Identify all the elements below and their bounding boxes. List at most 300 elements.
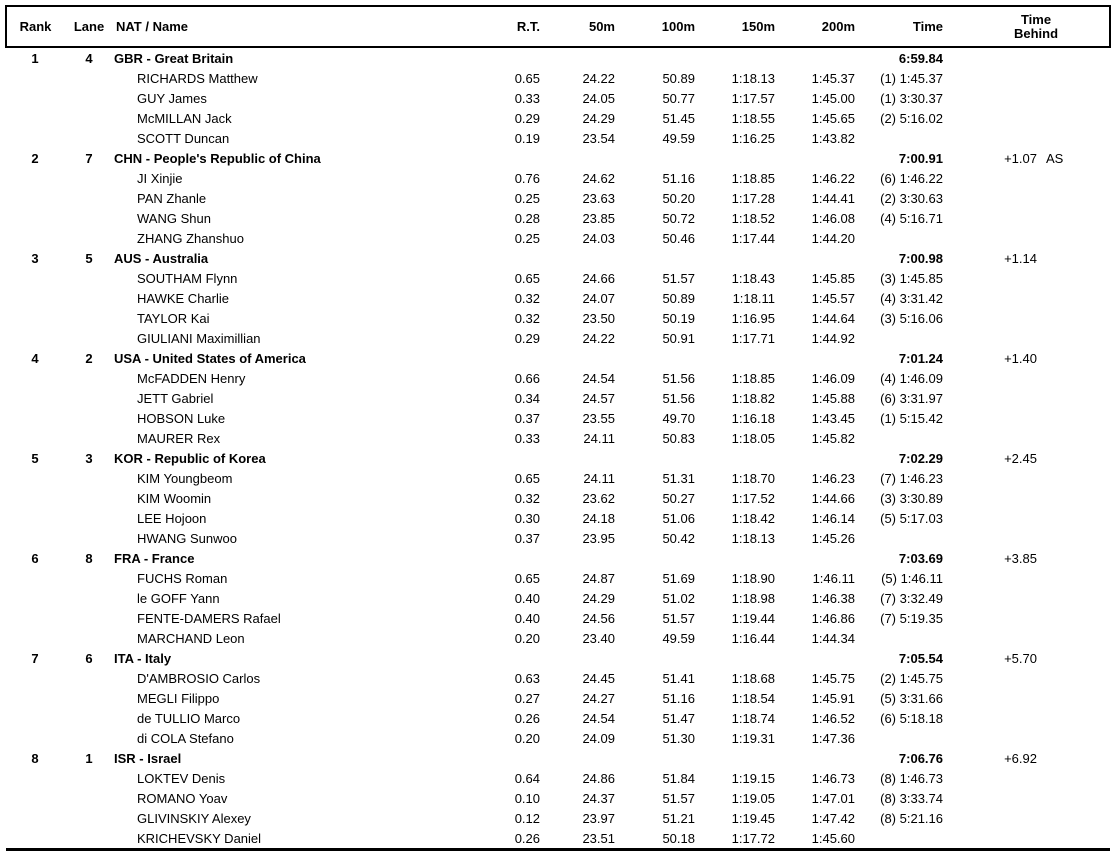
results-table (5, 5, 1111, 851)
time-behind-value: +5.70 (1004, 650, 1037, 666)
swimmer-cumulative-split: (4) 3:31.42 (880, 290, 943, 306)
swimmer-100m: 51.41 (662, 670, 695, 686)
swimmer-reaction-time: 0.32 (514, 490, 540, 506)
swimmer-100m: 51.56 (662, 370, 695, 386)
team-rt-blank (464, 47, 540, 68)
team-50m-blank (540, 348, 615, 368)
swimmer-100m: 50.20 (662, 190, 695, 206)
swimmer-50m: 23.85 (582, 210, 615, 226)
swimmer-name: MEGLI Filippo (137, 690, 220, 706)
swimmer-reaction-time: 0.66 (514, 370, 540, 386)
swimmer-behind-blank (943, 268, 1110, 288)
team-row (6, 648, 1110, 668)
team-50m-blank (540, 47, 615, 68)
team-rt-blank (464, 348, 540, 368)
team-200m-blank (775, 548, 855, 568)
swimmer-50m: 23.40 (582, 630, 615, 646)
swimmer-name: McMILLAN Jack (137, 110, 232, 126)
time-behind-cell (943, 348, 1110, 368)
swimmer-cumulative-split (855, 528, 943, 548)
team-name: USA - United States of America (114, 350, 306, 366)
swimmer-rank-blank (6, 208, 64, 228)
swimmer-cumulative-split: (7) 1:46.23 (880, 470, 943, 486)
swimmer-150m: 1:16.18 (731, 410, 775, 426)
team-total-time: 7:06.76 (898, 750, 943, 766)
swimmer-150m: 1:17.44 (731, 230, 775, 246)
team-lane: 1 (85, 750, 93, 766)
swimmer-150m: 1:18.52 (731, 210, 775, 226)
swimmer-200m: 1:45.85 (811, 270, 855, 286)
swimmer-rank-blank (6, 788, 64, 808)
team-50m-blank (540, 648, 615, 668)
team-200m-blank (775, 47, 855, 68)
swimmer-lane-blank (64, 828, 114, 850)
swimmer-cumulative-split: (3) 3:30.89 (880, 490, 943, 506)
swimmer-row (6, 568, 1110, 588)
swimmer-50m: 23.54 (582, 130, 615, 146)
team-150m-blank (695, 148, 775, 168)
swimmer-cumulative-split: (1) 5:15.42 (880, 410, 943, 426)
swimmer-name: ROMANO Yoav (137, 790, 228, 806)
swimmer-reaction-time: 0.33 (514, 430, 540, 446)
swimmer-50m: 24.86 (582, 770, 615, 786)
swimmer-behind-blank (943, 228, 1110, 248)
swimmer-200m: 1:46.11 (812, 570, 855, 586)
team-name: GBR - Great Britain (114, 50, 234, 66)
team-name: CHN - People's Republic of China (114, 150, 321, 166)
swimmer-200m: 1:46.14 (811, 510, 855, 526)
swimmer-reaction-time: 0.37 (514, 530, 540, 546)
swimmer-rank-blank (6, 828, 64, 850)
swimmer-150m: 1:18.90 (731, 570, 775, 586)
swimmer-100m: 51.57 (662, 270, 695, 286)
swimmer-cumulative-split (855, 228, 943, 248)
swimmer-name: SCOTT Duncan (137, 130, 230, 146)
team-50m-blank (540, 548, 615, 568)
swimmer-name: WANG Shun (137, 210, 211, 226)
swimmer-50m: 24.29 (582, 110, 615, 126)
swimmer-rank-blank (6, 728, 64, 748)
swimmer-row (6, 368, 1110, 388)
swimmer-name: TAYLOR Kai (137, 310, 210, 326)
swimmer-row (6, 68, 1110, 88)
swimmer-lane-blank (64, 708, 114, 728)
swimmer-rank-blank (6, 108, 64, 128)
header-100m: 100m (661, 19, 695, 34)
swimmer-100m: 50.42 (662, 530, 695, 546)
swimmer-100m: 51.30 (662, 730, 695, 746)
swimmer-50m: 24.11 (583, 470, 615, 486)
swimmer-200m: 1:47.01 (811, 790, 855, 806)
team-rt-blank (464, 248, 540, 268)
swimmer-lane-blank (64, 768, 114, 788)
swimmer-row (6, 208, 1110, 228)
swimmer-reaction-time: 0.10 (514, 790, 540, 806)
swimmer-behind-blank (943, 508, 1110, 528)
swimmer-lane-blank (64, 388, 114, 408)
swimmer-cumulative-split: (3) 1:45.85 (880, 270, 943, 286)
swimmer-150m: 1:18.98 (731, 590, 775, 606)
swimmer-100m: 50.46 (662, 230, 695, 246)
time-behind-value: +6.92 (1004, 750, 1037, 766)
swimmer-behind-blank (943, 788, 1110, 808)
swimmer-150m: 1:18.11 (732, 290, 775, 306)
team-200m-blank (775, 448, 855, 468)
swimmer-cumulative-split (855, 328, 943, 348)
swimmer-150m: 1:18.54 (731, 690, 775, 706)
swimmer-name: FUCHS Roman (137, 570, 228, 586)
swimmer-150m: 1:19.44 (731, 610, 775, 626)
swimmer-behind-blank (943, 608, 1110, 628)
swimmer-lane-blank (64, 228, 114, 248)
swimmer-200m: 1:45.37 (811, 70, 855, 86)
swimmer-lane-blank (64, 408, 114, 428)
swimmer-100m: 51.47 (662, 710, 695, 726)
team-row (6, 748, 1110, 768)
swimmer-rank-blank (6, 408, 64, 428)
swimmer-cumulative-split (855, 828, 943, 850)
swimmer-name: GLIVINSKIY Alexey (137, 810, 251, 826)
swimmer-lane-blank (64, 268, 114, 288)
time-behind-cell (943, 148, 1110, 168)
swimmer-150m: 1:16.25 (731, 130, 775, 146)
swimmer-behind-blank (943, 688, 1110, 708)
swimmer-lane-blank (64, 508, 114, 528)
swimmer-150m: 1:19.05 (731, 790, 775, 806)
swimmer-row (6, 128, 1110, 148)
swimmer-200m: 1:44.92 (811, 330, 855, 346)
swimmer-rank-blank (6, 768, 64, 788)
swimmer-row (6, 288, 1110, 308)
swimmer-50m: 24.29 (582, 590, 615, 606)
swimmer-row (6, 388, 1110, 408)
swimmer-row (6, 688, 1110, 708)
swimmer-cumulative-split (855, 628, 943, 648)
swimmer-200m: 1:44.34 (811, 630, 855, 646)
swimmer-100m: 50.18 (662, 830, 695, 846)
swimmer-150m: 1:17.57 (731, 90, 775, 106)
swimmer-rank-blank (6, 688, 64, 708)
swimmer-cumulative-split: (4) 1:46.09 (880, 370, 943, 386)
swimmer-rank-blank (6, 288, 64, 308)
swimmer-behind-blank (943, 308, 1110, 328)
team-total-time: 7:00.98 (898, 250, 943, 266)
swimmer-rank-blank (6, 268, 64, 288)
swimmer-rank-blank (6, 428, 64, 448)
swimmer-row (6, 768, 1110, 788)
swimmer-reaction-time: 0.65 (514, 270, 540, 286)
swimmer-rank-blank (6, 808, 64, 828)
swimmer-rank-blank (6, 628, 64, 648)
swimmer-lane-blank (64, 468, 114, 488)
swimmer-reaction-time: 0.25 (514, 190, 540, 206)
swimmer-50m: 24.57 (582, 390, 615, 406)
swimmer-150m: 1:19.45 (731, 810, 775, 826)
swimmer-lane-blank (64, 128, 114, 148)
swimmer-cumulative-split (855, 728, 943, 748)
team-lane: 7 (85, 150, 93, 166)
team-100m-blank (615, 47, 695, 68)
header-time-behind (943, 6, 1110, 47)
team-200m-blank (775, 248, 855, 268)
swimmer-row (6, 708, 1110, 728)
team-rank: 3 (31, 250, 39, 266)
team-100m-blank (615, 148, 695, 168)
time-behind-value: +1.07 (1004, 150, 1037, 166)
swimmer-100m: 50.27 (662, 490, 695, 506)
swimmer-reaction-time: 0.32 (514, 310, 540, 326)
team-lane: 2 (85, 350, 93, 366)
swimmer-rank-blank (6, 128, 64, 148)
swimmer-rank-blank (6, 708, 64, 728)
swimmer-50m: 24.62 (582, 170, 615, 186)
swimmer-row (6, 668, 1110, 688)
swimmer-name: JETT Gabriel (137, 390, 214, 406)
swimmer-name: KRICHEVSKY Daniel (137, 830, 262, 846)
swimmer-reaction-time: 0.34 (514, 390, 540, 406)
time-behind-value: +3.85 (1004, 550, 1037, 566)
swimmer-row (6, 88, 1110, 108)
swimmer-reaction-time: 0.19 (514, 130, 540, 146)
time-behind-cell (943, 448, 1110, 468)
swimmer-cumulative-split: (6) 1:46.22 (880, 170, 943, 186)
swimmer-150m: 1:19.15 (731, 770, 775, 786)
swimmer-row (6, 728, 1110, 748)
swimmer-150m: 1:18.82 (731, 390, 775, 406)
swimmer-lane-blank (64, 68, 114, 88)
swimmer-rank-blank (6, 388, 64, 408)
swimmer-lane-blank (64, 588, 114, 608)
swimmer-200m: 1:44.20 (811, 230, 855, 246)
swimmer-behind-blank (943, 408, 1110, 428)
swimmer-100m: 50.89 (662, 70, 695, 86)
swimmer-behind-blank (943, 588, 1110, 608)
swimmer-50m: 23.62 (582, 490, 615, 506)
swimmer-reaction-time: 0.26 (514, 710, 540, 726)
swimmer-row (6, 108, 1110, 128)
swimmer-cumulative-split: (8) 1:46.73 (880, 770, 943, 786)
swimmer-200m: 1:46.22 (811, 170, 855, 186)
swimmer-rank-blank (6, 88, 64, 108)
swimmer-rank-blank (6, 488, 64, 508)
time-behind-value: +2.45 (1004, 450, 1037, 466)
swimmer-150m: 1:18.05 (731, 430, 775, 446)
swimmer-lane-blank (64, 628, 114, 648)
header-200m: 200m (821, 19, 855, 34)
swimmer-lane-blank (64, 88, 114, 108)
swimmer-50m: 24.18 (582, 510, 615, 526)
swimmer-200m: 1:43.45 (811, 410, 855, 426)
swimmer-behind-blank (943, 728, 1110, 748)
swimmer-reaction-time: 0.29 (514, 110, 540, 126)
swimmer-100m: 51.57 (662, 610, 695, 626)
swimmer-behind-blank (943, 528, 1110, 548)
swimmer-lane-blank (64, 668, 114, 688)
swimmer-name: GIULIANI Maximillian (137, 330, 261, 346)
team-total-time: 7:00.91 (898, 150, 943, 166)
swimmer-rank-blank (6, 68, 64, 88)
swimmer-lane-blank (64, 288, 114, 308)
swimmer-rank-blank (6, 568, 64, 588)
swimmer-200m: 1:45.00 (811, 90, 855, 106)
swimmer-row (6, 228, 1110, 248)
swimmer-behind-blank (943, 88, 1110, 108)
swimmer-200m: 1:45.60 (811, 830, 855, 846)
swimmer-behind-blank (943, 288, 1110, 308)
swimmer-150m: 1:17.28 (731, 190, 775, 206)
team-100m-blank (615, 248, 695, 268)
swimmer-50m: 24.56 (582, 610, 615, 626)
swimmer-behind-blank (943, 128, 1110, 148)
table-header (6, 6, 1110, 47)
swimmer-name: de TULLIO Marco (137, 710, 241, 726)
swimmer-lane-blank (64, 328, 114, 348)
swimmer-lane-blank (64, 108, 114, 128)
swimmer-150m: 1:18.43 (731, 270, 775, 286)
results-body (6, 47, 1110, 850)
swimmer-behind-blank (943, 488, 1110, 508)
swimmer-200m: 1:46.09 (811, 370, 855, 386)
swimmer-lane-blank (64, 208, 114, 228)
swimmer-200m: 1:44.41 (811, 190, 855, 206)
swimmer-name: HAWKE Charlie (137, 290, 229, 306)
team-rank: 4 (31, 350, 39, 366)
swimmer-behind-blank (943, 708, 1110, 728)
swimmer-200m: 1:45.26 (811, 530, 855, 546)
swimmer-row (6, 628, 1110, 648)
swimmer-rank-blank (6, 368, 64, 388)
swimmer-reaction-time: 0.65 (514, 470, 540, 486)
swimmer-100m: 50.89 (662, 290, 695, 306)
swimmer-200m: 1:44.64 (811, 310, 855, 326)
swimmer-cumulative-split: (5) 5:17.03 (880, 510, 943, 526)
swimmer-lane-blank (64, 368, 114, 388)
swimmer-150m: 1:18.13 (731, 530, 775, 546)
team-lane: 6 (85, 650, 93, 666)
swimmer-reaction-time: 0.65 (514, 70, 540, 86)
team-total-time: 7:05.54 (898, 650, 943, 666)
swimmer-cumulative-split: (8) 5:21.16 (880, 810, 943, 826)
swimmer-reaction-time: 0.32 (514, 290, 540, 306)
swimmer-200m: 1:46.08 (811, 210, 855, 226)
team-150m-blank (695, 47, 775, 68)
swimmer-behind-blank (943, 108, 1110, 128)
swimmer-rank-blank (6, 608, 64, 628)
time-behind-value: +1.40 (1004, 350, 1037, 366)
swimmer-reaction-time: 0.20 (514, 630, 540, 646)
swimmer-lane-blank (64, 688, 114, 708)
swimmer-name: FENTE-DAMERS Rafael (137, 610, 281, 626)
swimmer-reaction-time: 0.12 (514, 810, 540, 826)
swimmer-150m: 1:18.68 (731, 670, 775, 686)
team-rank: 2 (31, 150, 39, 166)
swimmer-name: MARCHAND Leon (137, 630, 245, 646)
swimmer-name: JI Xinjie (137, 170, 183, 186)
swimmer-cumulative-split: (7) 3:32.49 (880, 590, 943, 606)
team-lane: 3 (85, 450, 93, 466)
swimmer-cumulative-split: (1) 1:45.37 (880, 70, 943, 86)
swimmer-cumulative-split: (6) 3:31.97 (880, 390, 943, 406)
swimmer-row (6, 788, 1110, 808)
swimmer-row (6, 588, 1110, 608)
swimmer-lane-blank (64, 168, 114, 188)
team-200m-blank (775, 148, 855, 168)
team-150m-blank (695, 448, 775, 468)
time-behind-cell (943, 248, 1110, 268)
swimmer-50m: 24.45 (582, 670, 615, 686)
swimmer-behind-blank (943, 368, 1110, 388)
swimmer-50m: 23.63 (582, 190, 615, 206)
team-name: KOR - Republic of Korea (114, 450, 266, 466)
swimmer-rank-blank (6, 188, 64, 208)
swimmer-100m: 51.06 (662, 510, 695, 526)
swimmer-50m: 24.37 (582, 790, 615, 806)
team-lane: 8 (85, 550, 93, 566)
swimmer-150m: 1:18.74 (731, 710, 775, 726)
swimmer-50m: 24.11 (583, 430, 615, 446)
team-lane: 4 (85, 50, 93, 66)
swimmer-name: HOBSON Luke (137, 410, 226, 426)
swimmer-50m: 24.22 (582, 330, 615, 346)
swimmer-rank-blank (6, 668, 64, 688)
team-rank: 5 (31, 450, 39, 466)
swimmer-50m: 23.50 (582, 310, 615, 326)
swimmer-rank-blank (6, 508, 64, 528)
swimmer-name: LOKTEV Denis (137, 770, 226, 786)
swimmer-50m: 24.22 (582, 70, 615, 86)
swimmer-150m: 1:17.72 (731, 830, 775, 846)
team-rt-blank (464, 448, 540, 468)
swimmer-50m: 24.09 (582, 730, 615, 746)
swimmer-200m: 1:47.36 (811, 730, 855, 746)
swimmer-name: RICHARDS Matthew (137, 70, 258, 86)
swimmer-200m: 1:47.42 (811, 810, 855, 826)
team-50m-blank (540, 148, 615, 168)
swimmer-rank-blank (6, 168, 64, 188)
swimmer-name: McFADDEN Henry (137, 370, 246, 386)
header-time-behind-line2: Behind (1013, 25, 1059, 41)
swimmer-lane-blank (64, 608, 114, 628)
swimmer-lane-blank (64, 808, 114, 828)
swimmer-100m: 51.16 (662, 170, 695, 186)
header-rt: R.T. (516, 19, 540, 34)
team-100m-blank (615, 548, 695, 568)
swimmer-row (6, 428, 1110, 448)
swimmer-name: HWANG Sunwoo (137, 530, 237, 546)
swimmer-reaction-time: 0.33 (514, 90, 540, 106)
swimmer-100m: 50.83 (662, 430, 695, 446)
swimmer-behind-blank (943, 668, 1110, 688)
swimmer-cumulative-split (855, 428, 943, 448)
team-name: AUS - Australia (114, 250, 209, 266)
swimmer-150m: 1:18.42 (731, 510, 775, 526)
swimmer-reaction-time: 0.29 (514, 330, 540, 346)
team-200m-blank (775, 748, 855, 768)
team-150m-blank (695, 548, 775, 568)
swimmer-150m: 1:18.55 (731, 110, 775, 126)
team-150m-blank (695, 348, 775, 368)
swimmer-100m: 51.31 (662, 470, 695, 486)
swimmer-cumulative-split: (5) 3:31.66 (880, 690, 943, 706)
swimmer-name: ZHANG Zhanshuo (137, 230, 244, 246)
team-150m-blank (695, 748, 775, 768)
swimmer-row (6, 468, 1110, 488)
swimmer-100m: 51.02 (662, 590, 695, 606)
swimmer-name: MAURER Rex (137, 430, 221, 446)
swimmer-50m: 24.05 (582, 90, 615, 106)
swimmer-150m: 1:16.95 (731, 310, 775, 326)
swimmer-lane-blank (64, 728, 114, 748)
